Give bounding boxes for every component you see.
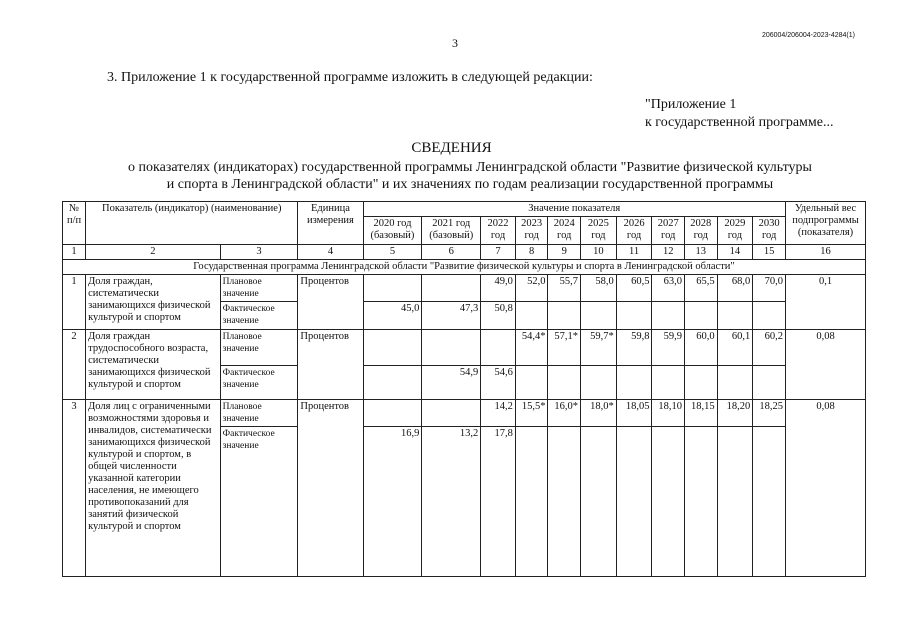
plan-value: 18,0* bbox=[581, 400, 617, 427]
header-year-2024: 2024 год bbox=[548, 217, 581, 245]
weight-cell: 0,1 bbox=[786, 275, 866, 330]
plan-value: 60,2 bbox=[753, 330, 786, 366]
fact-value bbox=[616, 366, 652, 400]
row-number: 1 bbox=[63, 275, 86, 330]
fact-value: 50,8 bbox=[481, 302, 516, 330]
header-year-2023: 2023 год bbox=[515, 217, 548, 245]
fact-value: 54,9 bbox=[422, 366, 481, 400]
column-number: 8 bbox=[515, 245, 548, 260]
fact-value bbox=[753, 302, 786, 330]
fact-label: Фактическое значение bbox=[220, 427, 298, 577]
column-number: 15 bbox=[753, 245, 786, 260]
unit-cell: Процентов bbox=[298, 400, 363, 577]
fact-value bbox=[685, 302, 718, 330]
item-text: 3. Приложение 1 к государственной программе изложить в следующей редакции: bbox=[107, 70, 593, 85]
plan-value: 54,4* bbox=[515, 330, 548, 366]
header-year-2026: 2026 год bbox=[616, 217, 652, 245]
fact-value bbox=[616, 427, 652, 577]
row-number: 3 bbox=[63, 400, 86, 577]
fact-value bbox=[753, 366, 786, 400]
column-number: 5 bbox=[363, 245, 422, 260]
indicators-table bbox=[62, 201, 866, 577]
header-indicator: Показатель (индикатор) (наименование) bbox=[86, 202, 298, 245]
fact-value bbox=[616, 302, 652, 330]
fact-value: 17,8 bbox=[481, 427, 516, 577]
plan-value: 52,0 bbox=[515, 275, 548, 302]
plan-value bbox=[363, 400, 422, 427]
column-number: 13 bbox=[685, 245, 718, 260]
fact-value bbox=[548, 302, 581, 330]
header-year-2021: 2021 год (базовый) bbox=[422, 217, 481, 245]
header-year-2022: 2022 год bbox=[481, 217, 516, 245]
column-number: 11 bbox=[616, 245, 652, 260]
plan-value: 18,20 bbox=[717, 400, 753, 427]
plan-label: Плановое значение bbox=[220, 330, 298, 366]
header-unit: Единица измерения bbox=[298, 202, 363, 245]
plan-value: 57,1* bbox=[548, 330, 581, 366]
row-number: 2 bbox=[63, 330, 86, 400]
plan-label: Плановое значение bbox=[220, 400, 298, 427]
plan-value: 63,0 bbox=[652, 275, 685, 302]
column-number: 4 bbox=[298, 245, 363, 260]
appendix-note bbox=[645, 96, 833, 132]
header-year-2020: 2020 год (базовый) bbox=[363, 217, 422, 245]
fact-value bbox=[652, 302, 685, 330]
plan-value: 14,2 bbox=[481, 400, 516, 427]
fact-value bbox=[685, 427, 718, 577]
plan-value bbox=[481, 330, 516, 366]
fact-label: Фактическое значение bbox=[220, 366, 298, 400]
header-num: № п/п bbox=[63, 202, 86, 245]
fact-value bbox=[652, 427, 685, 577]
header-year-2025: 2025 год bbox=[581, 217, 617, 245]
column-number: 6 bbox=[422, 245, 481, 260]
indicator-name: Доля граждан, систематически занимающихся физической культурой и спортом bbox=[86, 275, 221, 330]
column-number-row bbox=[63, 245, 866, 260]
weight-cell: 0,08 bbox=[786, 330, 866, 400]
table-row bbox=[63, 400, 866, 427]
indicator-name: Доля граждан трудоспособного возраста, систематически занимающихся физической культурой и спортом bbox=[86, 330, 221, 400]
plan-value: 18,15 bbox=[685, 400, 718, 427]
appendix-line-2: к государственной программе... bbox=[645, 115, 834, 130]
header-value: Значение показателя bbox=[363, 202, 786, 217]
column-number: 3 bbox=[220, 245, 298, 260]
fact-value bbox=[548, 427, 581, 577]
fact-value bbox=[717, 302, 753, 330]
fact-value: 45,0 bbox=[363, 302, 422, 330]
document-id: 206004/206004-2023-4284(1) bbox=[761, 32, 855, 39]
fact-value bbox=[581, 366, 617, 400]
unit-cell: Процентов bbox=[298, 330, 363, 400]
plan-value: 65,5 bbox=[685, 275, 718, 302]
fact-value bbox=[581, 427, 617, 577]
fact-value: 16,9 bbox=[363, 427, 422, 577]
plan-value: 18,10 bbox=[652, 400, 685, 427]
plan-value: 16,0* bbox=[548, 400, 581, 427]
plan-value: 59,9 bbox=[652, 330, 685, 366]
fact-value bbox=[363, 366, 422, 400]
plan-value bbox=[422, 275, 481, 302]
header-year-2027: 2027 год bbox=[652, 217, 685, 245]
document-subtitle bbox=[40, 159, 900, 193]
fact-label: Фактическое значение bbox=[220, 302, 298, 330]
plan-value: 59,8 bbox=[616, 330, 652, 366]
plan-value: 59,7* bbox=[581, 330, 617, 366]
plan-value bbox=[363, 330, 422, 366]
plan-value: 49,0 bbox=[481, 275, 516, 302]
plan-value: 60,5 bbox=[616, 275, 652, 302]
fact-value bbox=[717, 427, 753, 577]
fact-value: 47,3 bbox=[422, 302, 481, 330]
plan-value: 18,25 bbox=[753, 400, 786, 427]
plan-value: 15,5* bbox=[515, 400, 548, 427]
fact-value bbox=[717, 366, 753, 400]
header-year-2030: 2030 год bbox=[753, 217, 786, 245]
fact-value bbox=[515, 427, 548, 577]
table-row bbox=[63, 330, 866, 366]
column-number: 12 bbox=[652, 245, 685, 260]
plan-value bbox=[363, 275, 422, 302]
column-number: 7 bbox=[481, 245, 516, 260]
plan-value: 60,1 bbox=[717, 330, 753, 366]
column-number: 2 bbox=[86, 245, 221, 260]
header-weight: Удельный вес подпрограммы (показателя) bbox=[786, 202, 866, 245]
fact-value: 13,2 bbox=[422, 427, 481, 577]
column-number: 1 bbox=[63, 245, 86, 260]
plan-value: 55,7 bbox=[548, 275, 581, 302]
fact-value bbox=[652, 366, 685, 400]
plan-value: 70,0 bbox=[753, 275, 786, 302]
fact-value: 54,6 bbox=[481, 366, 516, 400]
program-row: Государственная программа Ленинградской области "Развитие физической культуры и спорта в Ленинградской области" bbox=[63, 260, 866, 275]
column-number: 14 bbox=[717, 245, 753, 260]
plan-value: 68,0 bbox=[717, 275, 753, 302]
table-row bbox=[63, 275, 866, 302]
header-year-2028: 2028 год bbox=[685, 217, 718, 245]
plan-label: Плановое значение bbox=[220, 275, 298, 302]
subtitle-line-2: и спорта в Ленинградской области" и их значениях по годам реализации государственной программы bbox=[166, 177, 774, 192]
fact-value bbox=[753, 427, 786, 577]
plan-value: 58,0 bbox=[581, 275, 617, 302]
indicator-name: Доля лиц с ограниченными возможностями здоровья и инвалидов, систематически занимающихся физической культурой и спортом, в общей численности указанной категории населения, не имеющего противопоказаний для занятий физической культурой и спортом bbox=[86, 400, 221, 577]
column-number: 10 bbox=[581, 245, 617, 260]
unit-cell: Процентов bbox=[298, 275, 363, 330]
header-year-2029: 2029 год bbox=[717, 217, 753, 245]
column-number: 9 bbox=[548, 245, 581, 260]
plan-value: 60,0 bbox=[685, 330, 718, 366]
fact-value bbox=[515, 366, 548, 400]
plan-value bbox=[422, 400, 481, 427]
document-title: СВЕДЕНИЯ bbox=[411, 140, 492, 156]
page-number: 3 bbox=[452, 36, 458, 50]
fact-value bbox=[581, 302, 617, 330]
plan-value bbox=[422, 330, 481, 366]
fact-value bbox=[548, 366, 581, 400]
appendix-line-1: "Приложение 1 bbox=[645, 97, 737, 112]
fact-value bbox=[515, 302, 548, 330]
column-number: 16 bbox=[786, 245, 866, 260]
subtitle-line-1: о показателях (индикаторах) государственной программы Ленинградской области "Развитие физической культуры bbox=[128, 160, 812, 175]
fact-value bbox=[685, 366, 718, 400]
plan-value: 18,05 bbox=[616, 400, 652, 427]
weight-cell: 0,08 bbox=[786, 400, 866, 577]
